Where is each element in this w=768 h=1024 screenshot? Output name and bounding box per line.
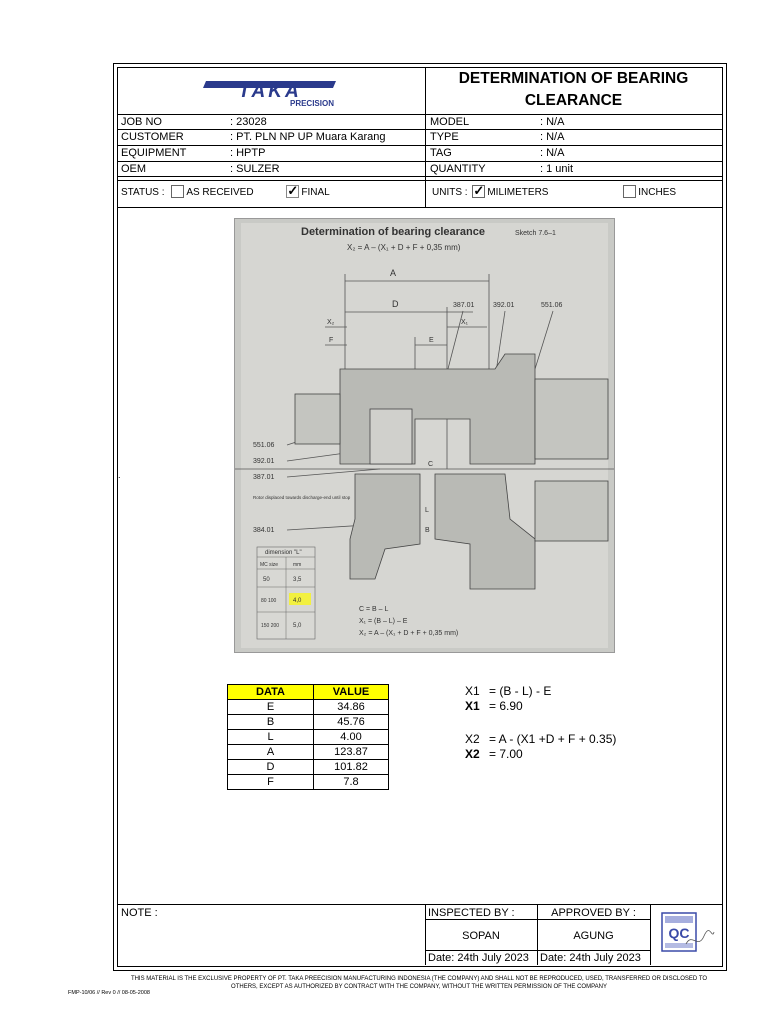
label-model: MODEL [430,116,470,128]
value-oem: : SULZER [230,163,280,175]
sketch-label-392-top: 392.01 [493,302,515,309]
sketch-label-d: D [392,299,399,309]
formula-x1 [465,684,551,699]
label-job-no: JOB NO [121,116,162,128]
note-label: NOTE : [121,907,158,919]
sketch-equation-c: C = B – L [359,606,389,613]
sketch-label-384-side: 384.01 [253,527,275,534]
approved-by-label: APPROVED BY : [551,907,636,919]
sketch-label-551-top: 551.06 [541,302,563,309]
value-quantity: : 1 unit [540,163,574,175]
formula-x1-result-value: = 6.90 [489,699,523,713]
sketch-table-cell: 50 [263,577,270,583]
logo-text: TAKA [238,81,302,102]
formula-x2-result-label: X2 [465,747,480,761]
form-number: FMP-10/06 // Rev 0 // 08-05-2008 [68,990,150,996]
table-row [228,730,389,745]
check-mark-icon: ✓ [473,183,485,198]
data-value: 45.76 [314,715,389,730]
stray-mark: . [118,470,121,480]
sketch-label-b: B [425,527,430,534]
sketch-title: Determination of bearing clearance [301,226,485,238]
units-label: UNITS : [432,187,468,199]
data-value: 7.8 [314,775,389,790]
label-customer: CUSTOMER [121,131,184,143]
label-tag: TAG [430,147,452,159]
row-line [117,176,722,177]
approved-date: Date: 24th July 2023 [540,952,641,964]
label-type: TYPE [430,131,459,143]
document-title [426,68,721,112]
status-as-received-label: AS RECEIVED [186,187,254,199]
table-row [228,715,389,730]
sketch-label-392-side: 392.01 [253,458,275,465]
bottom-divider [650,904,651,965]
table-row [228,760,389,775]
sketch-table-header-mm: mm [293,562,302,568]
row-line [117,180,722,181]
taka-logo [200,78,340,108]
qc-stamp [658,910,716,956]
data-value: 4.00 [314,730,389,745]
table-row [228,700,389,715]
status-as-received-checkbox[interactable] [171,185,184,198]
data-key: L [228,730,314,745]
sketch-equation-x2: X₂ = A – (X₁ + D + F + 0,35 mm) [359,630,459,637]
status-row [121,183,330,200]
inspected-date: Date: 24th July 2023 [428,952,529,964]
formula-x2-result-value: = 7.00 [489,747,523,761]
sketch-table-cell: 5,0 [293,623,302,629]
sketch-table-cell: 80 100 [261,598,277,604]
sketch-table-header-size: MC size [260,562,279,568]
header-bottom-line [117,114,722,115]
data-key: B [228,715,314,730]
bottom-section-line [117,904,722,905]
value-tag: : N/A [540,147,565,159]
header-data: DATA [228,685,314,700]
row-line [117,129,722,130]
sketch-table-cell: 150 200 [261,623,280,629]
label-quantity: QUANTITY [430,163,486,175]
header-value: VALUE [314,685,389,700]
table-row [228,775,389,790]
value-equipment: : HPTP [230,147,266,159]
bearing-sketch-photo [234,218,615,653]
data-value: 34.86 [314,700,389,715]
inspector-name: SOPAN [462,930,500,942]
sketch-label-x1: X₁ [461,319,469,326]
status-label: STATUS : [121,187,165,199]
status-final-checkbox[interactable] [286,185,299,198]
data-value: 123.87 [314,745,389,760]
row-line [117,207,722,208]
value-model: : N/A [540,116,565,128]
sketch-label-l: L [425,507,429,514]
units-milimeters-checkbox[interactable] [472,185,485,198]
value-job-no: : 23028 [230,116,267,128]
units-milimeters-label: MILIMETERS [487,187,549,199]
label-equipment: EQUIPMENT [121,147,187,159]
formula-x1-result [465,699,523,714]
status-final-label: FINAL [301,187,330,199]
sketch-ref: Sketch 7.6–1 [515,230,556,237]
units-inches-checkbox[interactable] [623,185,636,198]
logo-subtext: PRECISION [289,99,335,108]
sketch-label-x2: X₂ [327,319,335,326]
formula-x1-expression: = (B - L) - E [489,684,552,698]
sketch-equation-x1: X₁ = (B – L) – E [359,618,408,625]
inspected-by-label: INSPECTED BY : [428,907,515,919]
sketch-table-cell: 3,5 [293,577,302,583]
label-oem: OEM [121,163,147,175]
value-type: : N/A [540,131,565,143]
sketch-label-e: E [429,337,434,344]
formula-x2-label: X2 [465,732,480,746]
data-key: A [228,745,314,760]
data-value: 101.82 [314,760,389,775]
approver-name: AGUNG [573,930,614,942]
sketch-label-f: F [329,337,334,344]
sketch-label-c: C [428,461,434,468]
data-table [227,684,389,790]
sketch-label-387-side: 387.01 [253,474,275,481]
data-key: F [228,775,314,790]
row-line [117,145,722,146]
formula-x1-label: X1 [465,684,480,698]
data-table-header [228,685,389,700]
value-customer: : PT. PLN NP UP Muara Karang [230,131,386,143]
sketch-formula: X₂ = A – (X₁ + D + F + 0,35 mm) [347,243,461,252]
table-row [228,745,389,760]
units-inches-label: INCHES [638,187,677,199]
footer-disclaimer-line-2: OTHERS, EXCEPT AS AUTHORIZED BY CONTRACT WITH THE COMPANY, WITHOUT THE WRITTEN PERMISSION OF THE COMPANY [231,984,607,990]
sketch-note: Rotor displaced towards discharge-end until stop [253,495,351,500]
formula-x2-expression: = A - (X1 +D + F + 0.35) [489,732,617,746]
sketch-table-title: dimension "L" [265,550,302,556]
row-line [117,161,722,162]
sketch-label-a: A [390,268,397,278]
data-key: E [228,700,314,715]
footer-disclaimer-line-1: THIS MATERIAL IS THE EXCLUSIVE PROPERTY OF PT. TAKA PREECISION MANUFACTURING INDONESIA (THE COMPANY) AND SHALL NOT BE REPRODUCED, USED, TRANSFERRED OR DISCLOSED TO [130,976,708,982]
check-mark-icon: ✓ [287,183,299,198]
sketch-table-cell-highlight: 4,0 [293,598,302,604]
formula-x2 [465,732,616,747]
sketch-label-551-side: 551.06 [253,442,275,449]
units-row [432,183,677,200]
sketch-label-387-top: 387.01 [453,302,475,309]
title-line-2: CLEARANCE [524,92,623,109]
formula-x1-result-label: X1 [465,699,480,713]
formula-x2-result [465,747,523,762]
qc-stamp-text: QC [668,925,690,941]
data-key: D [228,760,314,775]
title-line-1: DETERMINATION OF BEARING [458,70,689,87]
